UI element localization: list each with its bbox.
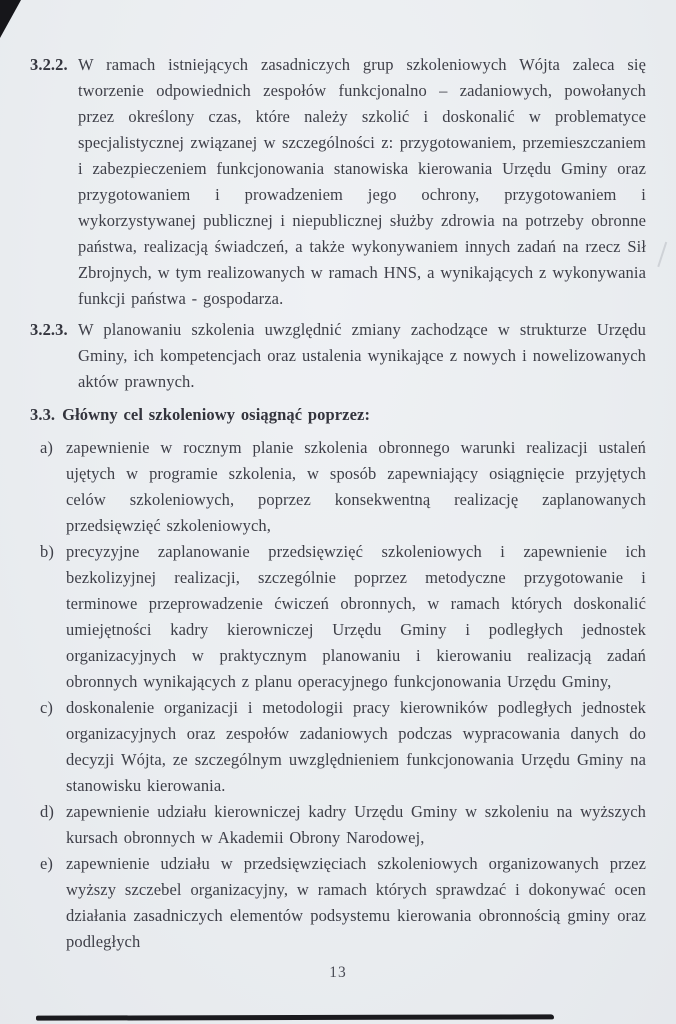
paragraph-text: W ramach istniejących zasadniczych grup szkoleniowych Wójta zaleca się tworzenie odpowiednich zespołów funkcjonalno – zadaniowych, powołanych przez określony czas, które należy szkolić i doskonalić w problematyce specjalistycznej związanej w szczególności z: przygotowaniem, przemieszczaniem i zabezpieczeniem funkcjonowania stanowiska kierowania Urzędu Gminy oraz przygotowaniem i prowadzeniem jego ochrony, przygotowaniem i wykorzystywanej publicznej i niepublicznej służby zdrowia na potrzeby obronne państwa, realizacją świadczeń, a także wykonywaniem innych zadań na rzecz Sił Zbrojnych, w tym realizowanych w ramach HNS, a wynikających z wykonywania funkcji państwa - gospodarza.: [78, 55, 646, 308]
paragraph-3-2-2: [30, 52, 646, 312]
heading-label: 3.3.: [30, 405, 56, 424]
page-number: 13: [329, 964, 347, 981]
list-item-b: [30, 539, 646, 695]
scan-edge-artifact: [36, 1014, 554, 1020]
scan-smudge-artifact: [657, 242, 676, 270]
paragraph-text: W planowaniu szkolenia uwzględnić zmiany zachodzące w strukturze Urzędu Gminy, ich kompetencjach oraz ustalenia wynikające z nowych i nowelizowanych aktów prawnych.: [78, 320, 646, 391]
list-item-label: a): [40, 438, 54, 457]
list-item-d: [30, 799, 646, 851]
list-item-text: doskonalenie organizacji i metodologii pracy kierowników podległych jednostek organizacyjnych oraz zespołów zadaniowych podczas wypracowania danych do decyzji Wójta, ze szczególnym uwzględnieniem funkcjonowania Urzędu Gminy na stanowisku kierowania.: [66, 698, 646, 795]
list-item-text: precyzyjne zaplanowanie przedsięwzięć szkoleniowych i zapewnienie ich bezkolizyjnej realizacji, szczególnie poprzez metodyczne przygotowanie i terminowe przeprowadzenie ćwiczeń obronnych, w ramach których doskonalić umiejętności kadry kierowniczej Urzędu Gminy i podległych jednostek organizacyjnych w praktycznym planowaniu i kierowaniu realizacją zadań obronnych wynikających z planu operacyjnego funkcjonowania Urzędu Gminy,: [66, 542, 646, 691]
list-item-e: [30, 851, 646, 955]
list-item-text: zapewnienie w rocznym planie szkolenia obronnego warunki realizacji ustaleń ujętych w programie szkolenia, w sposób zapewniający osiągnięcie przyjętych celów szkoleniowych, poprzez konsekwentną realizację zaplanowanych przedsięwzięć szkoleniowych,: [66, 438, 646, 535]
heading-text: Główny cel szkoleniowy osiągnąć poprzez:: [62, 405, 371, 424]
list-item-label: b): [40, 542, 54, 561]
paragraph-label: 3.2.2.: [30, 55, 68, 74]
list-item-a: [30, 435, 646, 539]
list-item-label: c): [40, 698, 54, 717]
scan-corner-artifact: [0, 0, 21, 38]
paragraph-label: 3.2.3.: [30, 320, 68, 339]
document-body: [30, 52, 646, 955]
list-item-label: d): [40, 802, 54, 821]
list-item-text: zapewnienie udziału kierowniczej kadry Urzędu Gminy w szkoleniu na wyższych kursach obronnych w Akademii Obrony Narodowej,: [66, 802, 646, 847]
paragraph-3-2-3: [30, 317, 646, 395]
list-item-text: zapewnienie udziału w przedsięwzięciach szkoleniowych organizowanych przez wyższy szczebel organizacyjny, w ramach których sprawdzać i dokonywać ocen działania zasadniczych elementów podsystemu kierowania obronnością gminy oraz podległych: [66, 854, 646, 951]
list-item-label: e): [40, 854, 54, 873]
section-heading-3-3: [30, 402, 646, 428]
list-item-c: [30, 695, 646, 799]
